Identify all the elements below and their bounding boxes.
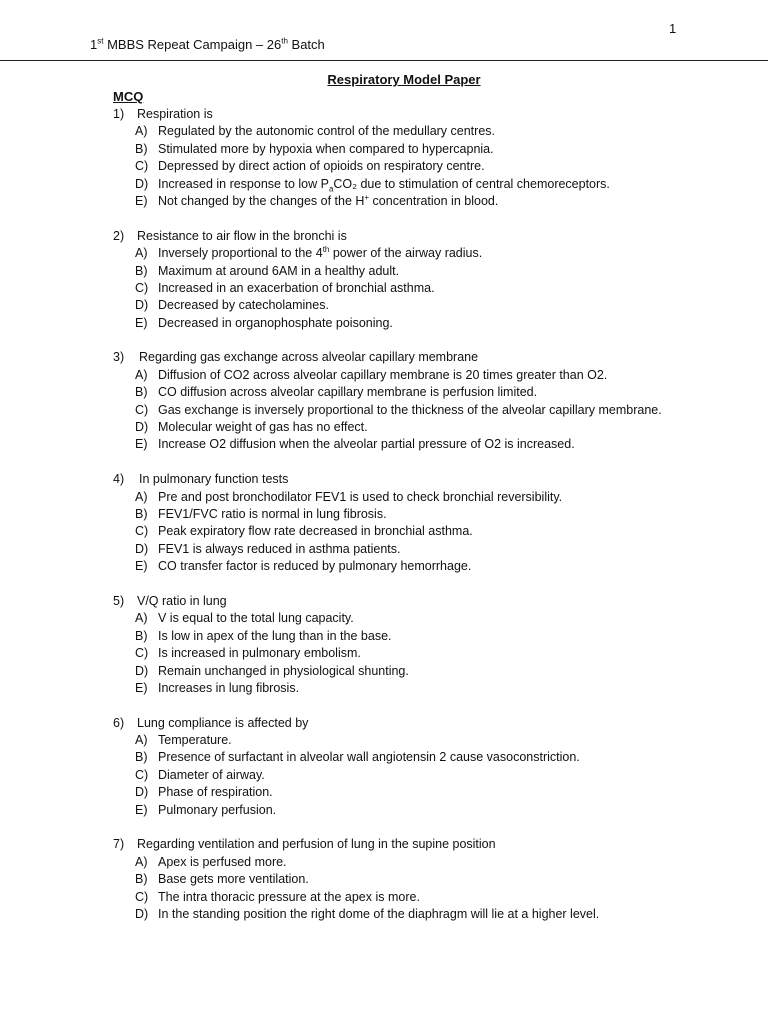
option-text: FEV1/FVC ratio is normal in lung fibrosis.: [158, 506, 387, 521]
option-text-part: power of the airway radius.: [329, 246, 483, 261]
option-letter: A): [135, 124, 148, 139]
option-letter: A): [135, 489, 148, 504]
question-stem: [0, 349, 768, 366]
answer-option: [0, 280, 768, 297]
option-text: [158, 176, 610, 193]
option-letter: E): [135, 437, 148, 452]
answer-option: [0, 784, 768, 801]
option-text: FEV1 is always reduced in asthma patients.: [158, 541, 401, 556]
option-letter: C): [135, 524, 149, 539]
answer-option: [0, 628, 768, 645]
option-text: Temperature.: [158, 733, 232, 748]
answer-option: [0, 315, 768, 332]
question-number: 6): [113, 715, 125, 730]
option-text: Maximum at around 6AM in a healthy adult.: [158, 263, 400, 278]
option-letter: D): [135, 541, 149, 556]
question-text: Resistance to air flow in the bronchi is: [137, 228, 347, 243]
option-text: Pulmonary perfusion.: [158, 802, 277, 817]
answer-option: [0, 506, 768, 523]
question-text: Respiration is: [137, 107, 213, 121]
option-text: CO diffusion across alveolar capillary membrane is perfusion limited.: [158, 385, 538, 400]
option-letter: D): [135, 176, 149, 191]
option-text: Remain unchanged in physiological shunting.: [158, 663, 409, 678]
answer-option: [0, 889, 768, 906]
option-text: Is low in apex of the lung than in the base.: [158, 628, 392, 643]
option-letter: E): [135, 680, 148, 695]
option-letter: E): [135, 559, 148, 574]
header-middle-superscript: th: [281, 36, 288, 46]
question-list: [0, 106, 768, 941]
answer-option: [0, 367, 768, 384]
question-stem: [0, 471, 768, 488]
option-letter: B): [135, 872, 148, 887]
question-block: [0, 349, 768, 453]
option-letter: A): [135, 367, 148, 382]
option-letter: E): [135, 802, 148, 817]
answer-option: [0, 680, 768, 697]
option-text: Is increased in pulmonary embolism.: [158, 646, 361, 661]
option-text: Pre and post bronchodilator FEV1 is used to check bronchial reversibility.: [158, 489, 563, 504]
question-number: 5): [113, 593, 125, 608]
header-suffix: Batch: [287, 37, 325, 52]
question-stem: [0, 836, 768, 853]
option-text: V is equal to the total lung capacity.: [158, 611, 354, 626]
option-letter: A): [135, 733, 148, 748]
running-header: [90, 36, 325, 53]
question-number: 1): [113, 107, 125, 121]
answer-option: [0, 489, 768, 506]
option-superscript: +: [364, 192, 370, 202]
option-letter: C): [135, 402, 149, 417]
page-number: 1: [669, 21, 677, 36]
option-text: Diameter of airway.: [158, 767, 265, 782]
option-letter: B): [135, 506, 148, 521]
answer-option: [0, 263, 768, 280]
option-letter: D): [135, 785, 149, 800]
answer-option: [0, 802, 768, 819]
option-letter: B): [135, 385, 148, 400]
option-text: Increase O2 diffusion when the alveolar partial pressure of O2 is increased.: [158, 437, 575, 452]
option-letter: A): [135, 611, 148, 626]
option-text: Decreased in organophosphate poisoning.: [158, 315, 393, 330]
question-stem: [0, 593, 768, 610]
option-text: Phase of respiration.: [158, 785, 273, 800]
question-number: 4): [113, 472, 125, 487]
header-middle: MBBS Repeat Campaign – 26: [103, 37, 282, 52]
question-text: Lung compliance is affected by: [137, 715, 309, 730]
answer-option: [0, 732, 768, 749]
option-letter: D): [135, 663, 149, 678]
option-letter: B): [135, 263, 148, 278]
header-prefix-superscript: st: [97, 36, 104, 46]
question-text: Regarding ventilation and perfusion of lung in the supine position: [137, 837, 496, 852]
question-stem: [0, 228, 768, 245]
option-letter: D): [135, 298, 149, 313]
answer-option: [0, 419, 768, 436]
question-block: [0, 228, 768, 332]
option-letter: A): [135, 246, 148, 261]
option-letter: E): [135, 315, 148, 330]
option-letter: B): [135, 628, 148, 643]
answer-option: [0, 610, 768, 627]
option-text: Base gets more ventilation.: [158, 872, 309, 887]
answer-option: [0, 558, 768, 575]
option-text: Increases in lung fibrosis.: [158, 680, 300, 695]
option-letter: C): [135, 889, 149, 904]
option-text-part: Inversely proportional to the 4: [158, 246, 323, 261]
option-text: In the standing position the right dome of the diaphragm will lie at a higher level.: [158, 906, 600, 921]
answer-option: [0, 906, 768, 923]
header-divider: [0, 60, 768, 61]
option-letter: E): [135, 193, 148, 208]
option-subscript: a: [328, 184, 334, 194]
answer-option: [0, 297, 768, 314]
answer-option: [0, 158, 768, 175]
option-text: [158, 193, 498, 210]
option-text-part: Not changed by the changes of the H: [158, 193, 365, 208]
answer-option: [0, 523, 768, 540]
answer-option: [0, 141, 768, 158]
header-prefix: 1: [90, 37, 98, 52]
question-stem: [0, 715, 768, 732]
section-label: MCQ: [113, 89, 144, 104]
answer-option: [0, 402, 768, 419]
answer-option: [0, 767, 768, 784]
option-text-part: CO₂ due to stimulation of central chemoreceptors.: [333, 176, 610, 191]
option-text: [158, 245, 482, 262]
option-text: Peak expiratory flow rate decreased in bronchial asthma.: [158, 524, 473, 539]
option-letter: C): [135, 767, 149, 782]
answer-option: [0, 176, 768, 193]
question-stem: [0, 106, 768, 123]
option-text: Decreased by catecholamines.: [158, 298, 329, 313]
option-text: Gas exchange is inversely proportional to the thickness of the alveolar capillary membrane.: [158, 402, 662, 417]
option-letter: B): [135, 750, 148, 765]
option-text: Apex is perfused more.: [158, 854, 287, 869]
question-number: 7): [113, 837, 125, 852]
answer-option: [0, 193, 768, 210]
option-text: Stimulated more by hypoxia when compared to hypercapnia.: [158, 141, 494, 156]
paper-title: Respiratory Model Paper: [327, 72, 481, 87]
answer-option: [0, 123, 768, 140]
question-block: [0, 593, 768, 697]
answer-option: [0, 871, 768, 888]
answer-option: [0, 245, 768, 262]
option-letter: A): [135, 854, 148, 869]
question-text: In pulmonary function tests: [139, 472, 289, 487]
option-letter: C): [135, 159, 149, 174]
question-block: [0, 715, 768, 819]
question-text: V/Q ratio in lung: [137, 593, 227, 608]
option-text: Molecular weight of gas has no effect.: [158, 420, 368, 435]
question-block: [0, 106, 768, 210]
option-text: Diffusion of CO2 across alveolar capillary membrane is 20 times greater than O2.: [158, 367, 608, 382]
option-letter: D): [135, 906, 149, 921]
answer-option: [0, 436, 768, 453]
answer-option: [0, 541, 768, 558]
answer-option: [0, 645, 768, 662]
option-letter: B): [135, 141, 148, 156]
option-text: Regulated by the autonomic control of the medullary centres.: [158, 124, 495, 139]
option-letter: C): [135, 646, 149, 661]
option-letter: D): [135, 420, 149, 435]
option-text: Increased in an exacerbation of bronchial asthma.: [158, 280, 435, 295]
option-text-part: concentration in blood.: [369, 193, 499, 208]
option-text: Presence of surfactant in alveolar wall angiotensin 2 cause vasoconstriction.: [158, 750, 580, 765]
question-number: 3): [113, 350, 125, 365]
question-text: Regarding gas exchange across alveolar capillary membrane: [139, 350, 479, 365]
question-number: 2): [113, 228, 125, 243]
answer-option: [0, 663, 768, 680]
question-block: [0, 836, 768, 923]
option-superscript: th: [322, 244, 330, 254]
answer-option: [0, 854, 768, 871]
question-block: [0, 471, 768, 575]
option-text-part: Increased in response to low P: [158, 176, 329, 191]
answer-option: [0, 384, 768, 401]
option-text: CO transfer factor is reduced by pulmonary hemorrhage.: [158, 559, 472, 574]
answer-option: [0, 749, 768, 766]
option-letter: C): [135, 280, 149, 295]
option-text: Depressed by direct action of opioids on respiratory centre.: [158, 159, 485, 174]
option-text: The intra thoracic pressure at the apex is more.: [158, 889, 420, 904]
